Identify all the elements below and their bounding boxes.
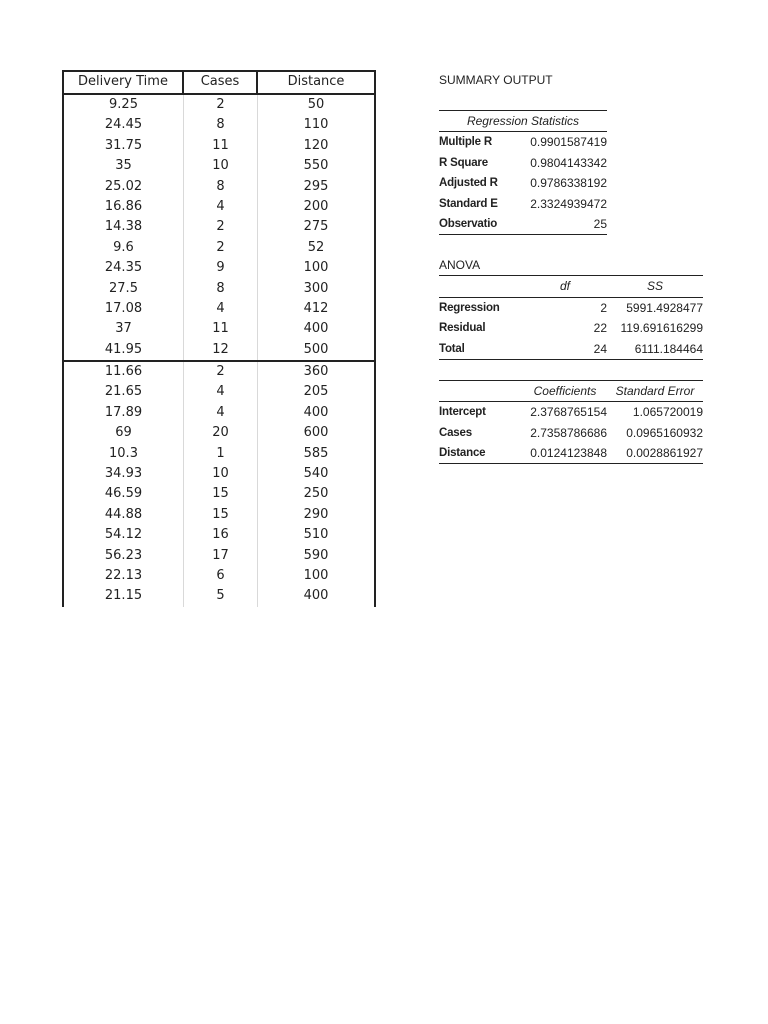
table-row	[62, 136, 376, 156]
stat-value: 2.3324939472	[530, 196, 607, 211]
delivery-time-cell: 17.89	[62, 403, 184, 423]
table-row	[62, 217, 376, 237]
table-row	[62, 258, 376, 278]
cases-cell: 10	[184, 464, 258, 484]
stat-label: Multiple R	[439, 136, 492, 149]
table-row	[62, 546, 376, 566]
cases-cell: 20	[184, 423, 258, 443]
coef-label: Cases	[439, 426, 472, 439]
anova-label: Residual	[439, 322, 486, 335]
distance-cell: 400	[258, 319, 376, 339]
anova-ss: 6111.184464	[634, 341, 703, 356]
delivery-time-cell: 25.02	[62, 177, 184, 197]
header-delivery-time: Delivery Time	[62, 72, 184, 93]
distance-cell: 510	[258, 525, 376, 545]
distance-cell: 120	[258, 136, 376, 156]
cases-cell: 5	[184, 586, 258, 606]
distance-cell: 100	[258, 258, 376, 278]
anova-table	[439, 275, 703, 360]
table-row	[62, 156, 376, 176]
anova-header-ss: SS	[646, 279, 663, 294]
cases-cell: 9	[184, 258, 258, 278]
stat-label: Observatio	[439, 217, 498, 230]
delivery-time-cell: 9.6	[62, 238, 184, 258]
table-row	[62, 382, 376, 402]
anova-df: 24	[593, 341, 607, 356]
delivery-time-cell: 11.66	[62, 362, 184, 382]
distance-cell: 585	[258, 444, 376, 464]
table-row	[62, 505, 376, 525]
table-row	[439, 339, 703, 360]
table-row	[439, 402, 703, 422]
cases-cell: 8	[184, 177, 258, 197]
distance-cell: 540	[258, 464, 376, 484]
cases-cell: 11	[184, 319, 258, 339]
coef-standard-error: 1.065720019	[632, 405, 703, 420]
delivery-time-cell: 46.59	[62, 484, 184, 504]
cases-cell: 1	[184, 444, 258, 464]
table-row	[439, 153, 607, 173]
delivery-time-cell: 21.15	[62, 586, 184, 606]
delivery-time-cell: 16.86	[62, 197, 184, 217]
table-row	[62, 423, 376, 443]
delivery-time-cell: 22.13	[62, 566, 184, 586]
regression-statistics-table	[439, 110, 703, 235]
header-cases: Cases	[184, 72, 258, 93]
table-row	[439, 214, 607, 235]
table-row	[62, 464, 376, 484]
delivery-time-cell: 14.38	[62, 217, 184, 237]
distance-cell: 412	[258, 299, 376, 319]
cases-cell: 10	[184, 156, 258, 176]
table-row	[62, 403, 376, 423]
anova-label: Regression	[439, 301, 500, 314]
distance-cell: 50	[258, 95, 376, 115]
distance-cell: 250	[258, 484, 376, 504]
cases-cell: 6	[184, 566, 258, 586]
data-table-header	[62, 70, 376, 95]
distance-cell: 205	[258, 382, 376, 402]
delivery-time-cell: 54.12	[62, 525, 184, 545]
table-row	[62, 586, 376, 606]
cases-cell: 17	[184, 546, 258, 566]
table-row	[62, 340, 376, 362]
distance-cell: 300	[258, 279, 376, 299]
table-row	[439, 318, 703, 338]
cases-cell: 12	[184, 340, 258, 360]
stat-label: Standard E	[439, 197, 498, 210]
table-row	[439, 132, 607, 152]
table-row	[62, 279, 376, 299]
distance-cell: 110	[258, 115, 376, 135]
delivery-time-cell: 34.93	[62, 464, 184, 484]
distance-cell: 600	[258, 423, 376, 443]
anova-title: ANOVA	[439, 258, 481, 273]
anova-ss: 5991.4928477	[626, 300, 703, 315]
coef-label: Distance	[439, 447, 486, 460]
table-row	[62, 484, 376, 504]
delivery-time-cell: 56.23	[62, 546, 184, 566]
delivery-time-cell: 35	[62, 156, 184, 176]
distance-cell: 295	[258, 177, 376, 197]
delivery-time-cell: 9.25	[62, 95, 184, 115]
summary-output	[439, 70, 703, 464]
table-row	[62, 177, 376, 197]
cases-cell: 4	[184, 197, 258, 217]
cases-cell: 8	[184, 279, 258, 299]
cases-cell: 2	[184, 238, 258, 258]
summary-title: SUMMARY OUTPUT	[439, 73, 553, 87]
anova-label: Total	[439, 342, 465, 355]
cases-cell: 2	[184, 217, 258, 237]
stat-value: 25	[593, 216, 607, 231]
coef-value: 0.0124123848	[530, 446, 607, 461]
table-row	[62, 319, 376, 339]
cases-cell: 15	[184, 484, 258, 504]
delivery-time-cell: 41.95	[62, 340, 184, 360]
table-row	[62, 299, 376, 319]
table-row	[62, 115, 376, 135]
distance-cell: 500	[258, 340, 376, 360]
table-row	[439, 173, 607, 193]
coef-header-coefficients: Coefficients	[533, 383, 597, 398]
delivery-time-cell: 24.35	[62, 258, 184, 278]
delivery-time-cell: 31.75	[62, 136, 184, 156]
delivery-time-cell: 21.65	[62, 382, 184, 402]
table-row	[62, 566, 376, 586]
stat-value: 0.9786338192	[530, 176, 607, 191]
stat-value: 0.9901587419	[530, 135, 607, 150]
cases-cell: 4	[184, 299, 258, 319]
regression-statistics-header: Regression Statistics	[466, 114, 580, 128]
cases-cell: 8	[184, 115, 258, 135]
distance-cell: 400	[258, 403, 376, 423]
delivery-time-cell: 37	[62, 319, 184, 339]
delivery-time-cell: 69	[62, 423, 184, 443]
coef-standard-error: 0.0965160932	[626, 425, 703, 440]
distance-cell: 290	[258, 505, 376, 525]
delivery-time-cell: 24.45	[62, 115, 184, 135]
table-row	[62, 444, 376, 464]
anova-df: 2	[600, 300, 607, 315]
table-row	[62, 362, 376, 382]
coef-standard-error: 0.0028861927	[626, 446, 703, 461]
cases-cell: 15	[184, 505, 258, 525]
distance-cell: 275	[258, 217, 376, 237]
cases-cell: 2	[184, 362, 258, 382]
stat-label: Adjusted R	[439, 177, 498, 190]
cases-cell: 2	[184, 95, 258, 115]
stat-label: R Square	[439, 156, 488, 169]
table-row	[62, 525, 376, 545]
coef-value: 2.7358786686	[530, 425, 607, 440]
table-row	[439, 423, 703, 443]
distance-cell: 550	[258, 156, 376, 176]
coef-value: 2.3768765154	[530, 405, 607, 420]
anova-df: 22	[593, 321, 607, 336]
distance-cell: 590	[258, 546, 376, 566]
table-row	[62, 95, 376, 115]
distance-cell: 52	[258, 238, 376, 258]
header-distance: Distance	[258, 72, 376, 93]
distance-cell: 100	[258, 566, 376, 586]
data-table-body	[62, 95, 376, 607]
distance-cell: 200	[258, 197, 376, 217]
table-row	[439, 443, 703, 464]
anova-ss: 119.691616299	[620, 321, 703, 336]
distance-cell: 400	[258, 586, 376, 606]
coef-label: Intercept	[439, 406, 486, 419]
delivery-time-cell: 27.5	[62, 279, 184, 299]
coefficients-table	[439, 380, 703, 465]
cases-cell: 11	[184, 136, 258, 156]
coef-header-standard-error: Standard Error	[615, 383, 695, 398]
stat-value: 0.9804143342	[530, 155, 607, 170]
cases-cell: 16	[184, 525, 258, 545]
data-table	[62, 70, 376, 607]
delivery-time-cell: 17.08	[62, 299, 184, 319]
distance-cell: 360	[258, 362, 376, 382]
table-row	[439, 194, 607, 214]
table-row	[62, 238, 376, 258]
cases-cell: 4	[184, 382, 258, 402]
delivery-time-cell: 44.88	[62, 505, 184, 525]
delivery-time-cell: 10.3	[62, 444, 184, 464]
anova-header-df: df	[559, 279, 570, 294]
table-row	[62, 197, 376, 217]
cases-cell: 4	[184, 403, 258, 423]
table-row	[439, 298, 703, 318]
